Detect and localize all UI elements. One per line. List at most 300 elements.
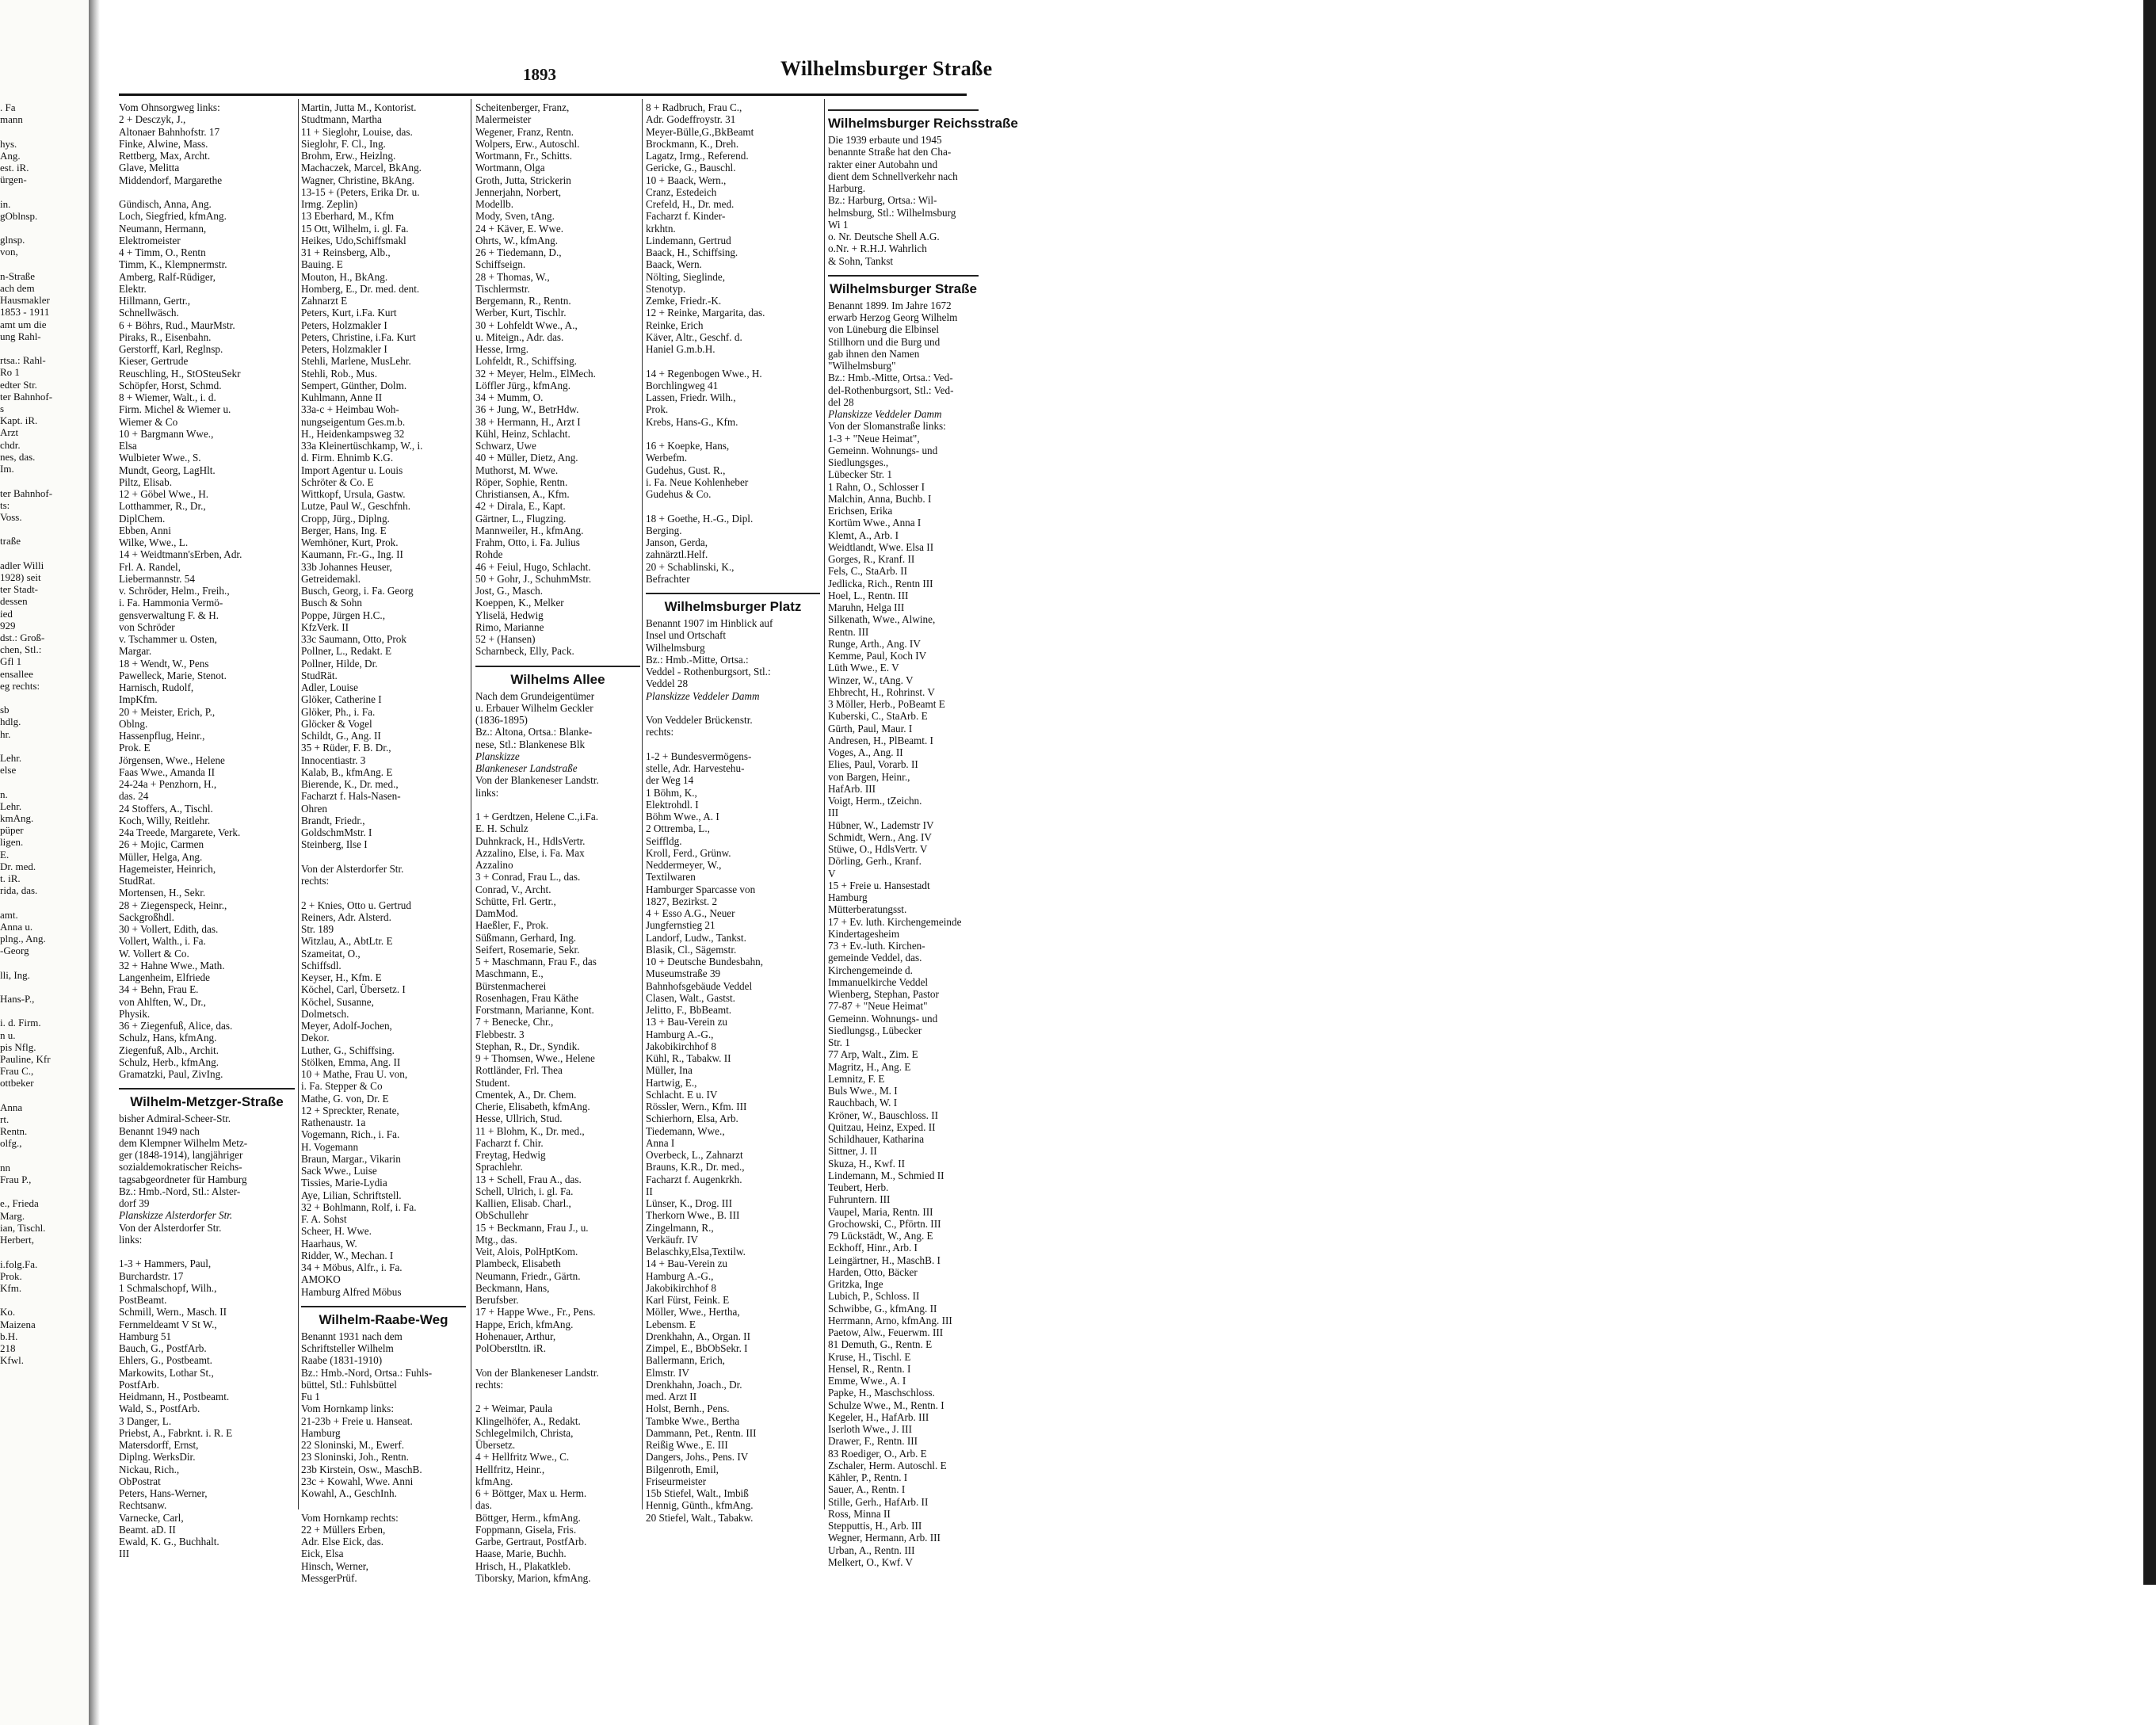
directory-line: 38 + Hermann, H., Arzt I: [475, 415, 581, 428]
directory-line: 40 + Müller, Dietz, Ang.: [475, 452, 578, 464]
directory-line: Buls Wwe., M. I: [828, 1085, 898, 1097]
directory-line: dem Klempner Wilhelm Metz-: [119, 1136, 248, 1149]
street-heading: Wilhelmsburger Straße: [828, 275, 979, 296]
directory-line: Eick, Elsa: [301, 1548, 344, 1560]
directory-line: Heikes, Udo,Schiffsmakl: [301, 234, 406, 246]
directory-line: Weidtlandt, Wwe. Elsa II: [828, 540, 934, 553]
directory-line: Schierhorn, Elsa, Arb.: [646, 1112, 738, 1125]
directory-line: Gürth, Paul, Maur. I: [828, 722, 913, 735]
directory-line: Planskizze Veddeler Damm: [646, 689, 760, 702]
directory-line: StudRät.: [301, 669, 338, 681]
directory-line: [0, 692, 89, 704]
directory-line: Herrmann, Arno, kfmAng. III: [828, 1314, 952, 1326]
directory-line: o. Nr. Deutsche Shell A.G.: [828, 231, 940, 242]
column-2: [301, 101, 466, 1584]
directory-line: 18 + Goethe, H.-G., Dipl.: [646, 512, 754, 525]
directory-line: Elies, Paul, Vorarb. II: [828, 758, 918, 771]
directory-line: [0, 185, 89, 197]
directory-line: hr.: [0, 727, 11, 740]
directory-line: 929: [0, 619, 16, 632]
directory-line: Kfm.: [0, 1281, 22, 1294]
directory-line: Gudehus & Co.: [646, 488, 712, 500]
directory-line: 24 Stoffers, A., Tischl.: [119, 802, 213, 815]
directory-line: Kieser, Gertrude: [119, 355, 189, 368]
directory-line: Lubich, P., Schloss. II: [828, 1290, 920, 1303]
directory-line: 13 Eberhard, M., Kfm: [301, 210, 395, 223]
directory-line: links:: [475, 786, 499, 799]
directory-line: Fernmeldeamt V St W.,: [119, 1318, 217, 1330]
directory-line: Grochowski, C., Pförtn. III: [828, 1217, 941, 1230]
directory-line: 13-15 + (Peters, Erika Dr. u.: [301, 185, 420, 198]
directory-line: Benannt 1899. Im Jahre 1672: [828, 299, 952, 311]
directory-line: 1-2 + Bundesvermögens-: [646, 750, 752, 762]
directory-line: Gündisch, Anna, Ang.: [119, 198, 212, 210]
directory-line: Verkäufr. IV: [646, 1233, 698, 1246]
directory-line: gensverwaltung F. & H.: [119, 609, 219, 621]
directory-line: Hinsch, Werner,: [301, 1559, 368, 1572]
directory-line: Peters, Kurt, i.Fa. Kurt: [301, 307, 397, 319]
directory-line: Cranz, Estedeich: [646, 185, 717, 198]
directory-line: Textilwaren: [646, 871, 696, 883]
directory-line: Quitzau, Heinz, Exped. II: [828, 1120, 936, 1133]
directory-line: Böttger, Herm., kfmAng.: [475, 1511, 581, 1524]
directory-line: Seiffldg.: [646, 834, 682, 847]
directory-line: 4 + Timm, O., Rentn: [119, 246, 206, 258]
directory-line: Wegener, Franz, Rentn.: [475, 125, 574, 138]
directory-line: H. Vogemann: [301, 1140, 359, 1153]
directory-line: Marg.: [0, 1209, 25, 1222]
directory-line: Kühl, R., Tabakw. II: [646, 1052, 731, 1064]
directory-line: Rimo, Marianne: [475, 620, 544, 633]
directory-line: Fuhruntern. III: [828, 1193, 891, 1206]
directory-line: Benannt 1931 nach dem: [301, 1330, 403, 1342]
directory-line: edter Str.: [0, 378, 37, 391]
directory-line: erwarb Herzog Georg Wilhelm: [828, 311, 958, 323]
directory-line: Hamburg 51: [119, 1330, 172, 1342]
directory-line: kmAng.: [0, 811, 34, 824]
directory-line: Kröner, W., Bauschloss. II: [828, 1109, 939, 1121]
directory-line: Lagatz, Irmg., Referend.: [646, 150, 749, 162]
directory-line: Baack, Wern.: [646, 258, 702, 271]
directory-line: Str. 1: [828, 1036, 850, 1048]
directory-line: Elmstr. IV: [646, 1366, 689, 1379]
directory-line: Sauer, A., Rentn. I: [828, 1483, 906, 1496]
directory-line: Plambeck, Elisabeth: [475, 1257, 561, 1270]
directory-line: Hennig, Günth., kfmAng.: [646, 1499, 754, 1512]
directory-line: Bz.: Hmb.-Nord, Ortsa.: Fuhls-: [301, 1366, 433, 1379]
directory-line: Blankeneser Landstraße: [475, 762, 578, 774]
directory-line: 12 + Spreckter, Renate,: [301, 1104, 399, 1116]
directory-line: Wilhelmsburg: [646, 641, 705, 654]
directory-line: Von Veddeler Brückenstr.: [646, 714, 753, 726]
directory-line: Bilgenroth, Emil,: [646, 1463, 719, 1475]
directory-line: 33b Johannes Heuser,: [301, 560, 392, 573]
directory-line: Stenotyp.: [646, 282, 686, 295]
directory-line: 2 + Desczyk, J.,: [119, 113, 186, 126]
directory-line: 10 + Baack, Wern.,: [646, 174, 727, 186]
directory-line: 31 + Reinsberg, Alb.,: [301, 246, 391, 258]
directory-line: Mtg., das.: [475, 1233, 517, 1246]
directory-line: 11 + Blohm, K., Dr. med.,: [475, 1124, 585, 1137]
directory-line: else: [0, 764, 17, 777]
directory-line: t. iR.: [0, 872, 21, 884]
directory-line: 12 + Reinke, Margarita, das.: [646, 307, 765, 319]
directory-line: i. Fa. Neue Kohlenheber: [646, 475, 749, 488]
directory-line: kfmAng.: [475, 1475, 513, 1487]
directory-line: Dörling, Gerh., Kranf.: [828, 855, 922, 868]
directory-line: Wiemer & Co: [119, 415, 178, 428]
directory-line: Planskizze Alsterdorfer Str.: [119, 1209, 233, 1222]
directory-line: Mannweiler, H., kfmAng.: [475, 524, 584, 536]
directory-line: Schildt, G., Ang. II: [301, 730, 381, 742]
directory-line: ter Bahnhof-: [0, 390, 53, 403]
directory-line: [646, 500, 820, 512]
directory-line: Kortüm Wwe., Anna I: [828, 517, 922, 529]
directory-line: Steinberg, Ilse I: [301, 838, 368, 851]
page-number: 1893: [523, 65, 556, 84]
directory-line: Böhm Wwe., A. I: [646, 811, 719, 822]
directory-line: [646, 428, 820, 440]
directory-line: Wienberg, Stephan, Pastor: [828, 988, 939, 1000]
directory-line: Silkenath, Wwe., Alwine,: [828, 613, 936, 626]
directory-line: Kuhlmann, Anne II: [301, 391, 383, 403]
directory-line: 50 + Gohr, J., SchuhmMstr.: [475, 572, 592, 585]
directory-line: Tiborsky, Marion, kfmAng.: [475, 1571, 591, 1584]
directory-line: Cropp, Jürg., Diplng.: [301, 512, 390, 525]
directory-line: DiplChem.: [119, 512, 166, 525]
directory-line: dst.: Groß-: [0, 631, 45, 643]
directory-line: Käver, Altr., Geschf. d.: [646, 330, 742, 343]
directory-line: Hoel, L., Rentn. III: [828, 589, 909, 601]
directory-line: Ehbrecht, H., Rohrinst. V: [828, 685, 935, 698]
directory-line: Burchardstr. 17: [119, 1269, 184, 1282]
directory-line: n-Straße: [0, 269, 36, 282]
directory-line: Lüth Wwe., E. V: [828, 662, 899, 674]
directory-line: Kaumann, Fr.-G., Ing. II: [301, 548, 403, 561]
street-heading: Wilhelmsburger Platz: [646, 593, 820, 614]
directory-line: Schriftsteller Wilhelm: [301, 1342, 394, 1354]
directory-line: Haarhaus, W.: [301, 1237, 357, 1250]
directory-line: Krebs, Hans-G., Kfm.: [646, 415, 738, 428]
directory-line: benannte Straße hat den Cha-: [828, 146, 952, 158]
directory-line: Schöpfer, Horst, Schmd.: [119, 379, 222, 391]
directory-line: Bürstenmacherei: [475, 979, 547, 992]
directory-line: [0, 548, 89, 559]
directory-line: 10 + Mathe, Frau U. von,: [301, 1068, 408, 1080]
directory-line: 20 Stiefel, Walt., Tabakw.: [646, 1511, 754, 1524]
directory-line: [0, 896, 89, 908]
directory-line: Wi 1: [828, 218, 849, 231]
directory-line: Stehli, Marlene, MusLehr.: [301, 355, 411, 368]
directory-line: Harden, Otto, Bäcker: [828, 1265, 918, 1278]
directory-line: Zingelmann, R.,: [646, 1221, 714, 1234]
directory-line: Stüwe, O., HdlsVertr. V: [828, 843, 928, 855]
directory-line: Kroll, Ferd., Grünw.: [646, 846, 731, 859]
street-heading: Wilhelms Allee: [475, 666, 640, 687]
directory-line: Von der Alsterdorfer Str.: [119, 1221, 222, 1234]
directory-line: Raabe (1831-1910): [301, 1354, 383, 1367]
directory-line: Von der Slomanstraße links:: [828, 420, 946, 433]
directory-line: [0, 342, 89, 354]
directory-line: Vogemann, Rich., i. Fa.: [301, 1128, 400, 1141]
directory-line: Hartwig, E.,: [646, 1076, 697, 1089]
directory-line: Jakobikirchhof 8: [646, 1040, 716, 1052]
directory-line: ter Stadt-: [0, 583, 39, 596]
directory-line: Wagner, Christine, BkAng.: [301, 174, 415, 186]
directory-line: Vom Hornkamp links:: [301, 1403, 394, 1415]
directory-line: Schulz, Herb., kfmAng.: [119, 1055, 219, 1068]
directory-line: Gritzka, Inge: [828, 1278, 883, 1290]
directory-line: Siedlungsges.,: [828, 456, 889, 468]
directory-line: Busch & Sohn: [301, 597, 362, 609]
directory-line: II: [646, 1185, 653, 1197]
directory-line: Elektrohdl. I: [646, 798, 699, 811]
directory-line: Mathe, G. von, Dr. E: [301, 1092, 389, 1105]
directory-line: Befrachter: [646, 572, 690, 585]
directory-line: [119, 186, 295, 198]
directory-line: Ziegenfuß, Alb., Archit.: [119, 1044, 219, 1056]
directory-line: Hausmakler: [0, 294, 50, 307]
directory-line: Papke, H., Maschschloss.: [828, 1387, 935, 1399]
directory-line: [0, 523, 89, 535]
directory-line: Vollert, Walth., i. Fa.: [119, 935, 206, 948]
directory-line: Hamburg Alfred Möbus: [301, 1285, 402, 1298]
directory-line: Wemhöner, Kurt, Prok.: [301, 536, 399, 548]
directory-line: Zimpel, E., BbObSekr. I: [646, 1342, 748, 1354]
directory-line: Faas Wwe., Amanda II: [119, 765, 215, 778]
directory-line: [0, 1005, 89, 1017]
directory-line: Rössler, Wern., Kfm. III: [646, 1101, 747, 1112]
directory-line: Homberg, E., Dr. med. dent.: [301, 282, 420, 295]
directory-line: von Bargen, Heinr.,: [828, 770, 910, 783]
directory-line: Gramatzki, Paul, ZivIng.: [119, 1068, 223, 1080]
directory-line: H., Heidenkampsweg 32: [301, 427, 405, 440]
directory-line: Sittner, J. II: [828, 1145, 877, 1158]
directory-line: Gorges, R., Kranf. II: [828, 553, 915, 565]
directory-line: Loch, Siegfried, kfmAng.: [119, 210, 227, 223]
directory-line: Hamburg A.-G.,: [646, 1269, 714, 1282]
directory-line: Glöcker & Vogel: [301, 717, 372, 730]
directory-line: Berufsber.: [475, 1294, 519, 1306]
directory-line: Wald, S., PostfArb.: [119, 1403, 200, 1415]
directory-line: 34 + Möbus, Alfr., i. Fa.: [301, 1261, 403, 1273]
directory-line: chen, Stl.:: [0, 643, 42, 656]
directory-line: Aye, Lilian, Schriftstell.: [301, 1189, 402, 1201]
directory-line: Paetow, Alw., Feuerwm. III: [828, 1326, 944, 1338]
directory-line: rakter einer Autobahn und: [828, 158, 938, 170]
directory-line: [0, 776, 89, 788]
directory-line: 77 Arp, Walt., Zim. E: [828, 1048, 918, 1061]
directory-line: Haase, Marie, Buchh.: [475, 1548, 567, 1560]
directory-line: 6 + Böhrs, Rud., MaurMstr.: [119, 319, 235, 331]
directory-line: 12 + Göbel Wwe., H.: [119, 488, 209, 500]
directory-line: Hesse, Ullrich, Stud.: [475, 1112, 563, 1125]
directory-line: E. H. Schulz: [475, 822, 529, 835]
directory-line: Brandt, Friedr.,: [301, 814, 365, 826]
directory-line: Zschaler, Herm. Autoschl. E: [828, 1459, 947, 1471]
directory-line: von Ahlften, W., Dr.,: [119, 995, 206, 1008]
directory-line: 32 + Hahne Wwe., Math.: [119, 959, 225, 971]
directory-line: [0, 1150, 89, 1162]
directory-line: Rottländer, Frl. Thea: [475, 1064, 563, 1077]
directory-line: büttel, Stl.: Fuhlsbüttel: [301, 1378, 397, 1391]
directory-line: Muthorst, M. Wwe.: [475, 464, 559, 476]
directory-line: Fels, C., StaArb. II: [828, 565, 908, 578]
directory-line: Schmill, Wern., Masch. II: [119, 1306, 227, 1319]
directory-line: von,: [0, 246, 18, 258]
directory-line: ger (1848-1914), langjähriger: [119, 1149, 243, 1161]
directory-line: gOblnsp.: [0, 209, 38, 222]
directory-line: Clasen, Walt., Gastst.: [646, 991, 735, 1004]
directory-line: Berging.: [646, 524, 682, 536]
directory-line: Lohfeldt, R., Schiffsing.: [475, 355, 577, 368]
directory-line: rtsa.: Rahl-: [0, 354, 46, 367]
directory-line: Werbefm.: [646, 452, 688, 464]
directory-line: GoldschmMstr. I: [301, 826, 372, 838]
directory-line: DamMod.: [475, 907, 518, 919]
directory-line: Ohren: [301, 802, 327, 815]
directory-line: eg rechts:: [0, 679, 40, 692]
directory-line: Anna u.: [0, 920, 33, 933]
directory-line: ligen.: [0, 836, 24, 849]
directory-line: d. Firm. Ehnimb K.G.: [301, 452, 394, 464]
book-gutter: [89, 0, 100, 1725]
directory-line: 17 + Happe Wwe., Fr., Pens.: [475, 1306, 596, 1319]
directory-line: [301, 887, 466, 899]
directory-line: Gericke, G., Bauschl.: [646, 162, 736, 174]
directory-line: [301, 1499, 466, 1511]
directory-line: Facharzt f. Chir.: [475, 1136, 544, 1149]
directory-line: Rosenhagen, Frau Käthe: [475, 991, 579, 1004]
directory-line: Holst, Bernh., Pens.: [646, 1403, 730, 1415]
directory-line: Klemt, A., Arb. I: [828, 529, 899, 541]
directory-line: 34 + Behn, Frau E.: [119, 983, 199, 996]
directory-line: Scheitenberger, Franz,: [475, 101, 570, 113]
directory-line: del-Rothenburgsort, Stl.: Ved-: [828, 384, 954, 396]
directory-line: ürgen-: [0, 174, 27, 186]
directory-line: PostBeamt.: [119, 1294, 167, 1306]
directory-line: 79 Lückstädt, W., Ang. E: [828, 1230, 933, 1242]
directory-line: 3 + Conrad, Frau L., das.: [475, 871, 581, 883]
directory-line: [0, 475, 89, 487]
directory-line: nese, Stl.: Blankenese Blk: [475, 738, 586, 750]
directory-line: Maizena: [0, 1318, 36, 1330]
directory-line: Magritz, H., Ang. E: [828, 1060, 911, 1073]
directory-line: Peters, Holzmakler I: [301, 319, 387, 331]
directory-line: Sprachlehr.: [475, 1161, 523, 1174]
directory-line: ung Rahl-: [0, 330, 41, 342]
directory-line: Hohenauer, Arthur,: [475, 1330, 556, 1342]
directory-line: Irmg. Zeplin): [301, 198, 358, 210]
directory-line: Beamt. aD. II: [119, 1523, 176, 1536]
directory-line: Im.: [0, 463, 14, 475]
directory-line: tagsabgeordneter für Hamburg: [119, 1173, 247, 1185]
directory-line: Rentn.: [0, 1125, 28, 1138]
directory-line: Rechtsanw.: [119, 1499, 167, 1512]
directory-line: rechts:: [475, 1378, 504, 1391]
directory-line: Modellb.: [475, 198, 513, 210]
directory-line: 21-23b + Freie u. Hanseat.: [301, 1414, 413, 1427]
directory-line: Beckmann, Hans,: [475, 1281, 550, 1294]
column-3: [475, 101, 640, 1584]
directory-line: Hamburg: [828, 891, 868, 903]
directory-line: 28 + Thomas, W.,: [475, 270, 550, 283]
directory-line: Hesse, Irmg.: [475, 343, 529, 355]
directory-line: [0, 125, 89, 137]
directory-line: Hans-P.,: [0, 993, 35, 1006]
directory-line: dient dem Schnellverkehr nach: [828, 170, 958, 182]
running-title: Wilhelmsburger Straße: [780, 57, 993, 80]
directory-line: olfg.,: [0, 1137, 22, 1150]
directory-line: Veit, Alois, PolHptKom.: [475, 1246, 578, 1257]
directory-line: 18 + Wendt, W., Pens: [119, 657, 209, 670]
directory-line: Adr. Else Eick, das.: [301, 1536, 384, 1548]
directory-line: Vaupel, Maria, Rentn. III: [828, 1205, 933, 1218]
directory-line: Brauns, K.R., Dr. med.,: [646, 1161, 745, 1174]
directory-line: Ebben, Anni: [119, 524, 171, 536]
directory-line: [646, 355, 820, 367]
directory-line: Tissies, Marie-Lydia: [301, 1177, 387, 1189]
directory-line: Groth, Jutta, Strickerin: [475, 174, 571, 186]
directory-line: 81 Demuth, G., Rentn. E: [828, 1338, 933, 1351]
directory-line: [0, 1246, 89, 1257]
directory-line: Bz.: Altona, Ortsa.: Blanke-: [475, 726, 593, 738]
directory-line: [0, 956, 89, 968]
directory-line: Lutze, Paul W., Geschfnh.: [301, 500, 411, 513]
directory-line: ensallee: [0, 667, 33, 680]
directory-line: ts:: [0, 498, 10, 511]
directory-line: Getreidemakl.: [301, 572, 361, 585]
directory-line: links:: [119, 1233, 143, 1246]
directory-line: Physik.: [119, 1007, 151, 1020]
column-5: [828, 101, 1018, 1568]
directory-line: Pollner, L., Redakt. E: [301, 645, 392, 658]
directory-line: 42 + Dirala, E., Kapt.: [475, 500, 566, 513]
previous-page-text: [0, 101, 89, 1366]
directory-line: Keyser, H., Kfm. E: [301, 971, 382, 983]
directory-line: Witzlau, A., AbtLtr. E: [301, 935, 393, 948]
directory-line: Koeppen, K., Melker: [475, 597, 564, 609]
directory-line: Veddel 28: [646, 677, 689, 690]
directory-line: Seifert, Rosemarie, Sekr.: [475, 943, 580, 956]
directory-line: Stepputtis, H., Arb. III: [828, 1520, 922, 1532]
page-right-margin: [1070, 0, 1268, 1725]
directory-line: 13 + Schell, Frau A., das.: [475, 1173, 582, 1185]
directory-line: Ro 1: [0, 366, 20, 379]
directory-line: Flebbestr. 3: [475, 1028, 525, 1040]
directory-line: Rentn. III: [828, 625, 869, 638]
directory-line: Rauchbach, W. I: [828, 1097, 898, 1109]
directory-line: Elsa: [119, 440, 137, 452]
directory-line: 5 + Maschmann, Frau F., das: [475, 956, 597, 967]
directory-line: sb: [0, 704, 10, 716]
directory-line: 4 + Hellfritz Wwe., C.: [475, 1451, 570, 1464]
directory-line: Tambke Wwe., Bertha: [646, 1414, 740, 1427]
directory-line: Schell, Ulrich, i. gl. Fa.: [475, 1185, 574, 1197]
directory-line: Conrad, V., Archt.: [475, 883, 551, 895]
directory-line: Happe, Erich, kfmAng.: [475, 1318, 574, 1330]
directory-line: Diplng. WerksDir.: [119, 1451, 196, 1464]
directory-line: s: [0, 403, 5, 415]
directory-line: Röper, Sophie, Rentn.: [475, 475, 568, 488]
directory-line: Von der Blankeneser Landstr.: [475, 1366, 599, 1379]
directory-line: Bz.: Hmb.-Mitte, Ortsa.:: [646, 653, 749, 666]
directory-line: Schiffseign.: [475, 258, 526, 271]
directory-line: ter Bahnhof-: [0, 487, 53, 499]
directory-line: plng., Ang.: [0, 933, 46, 945]
directory-line: Zahnarzt E: [301, 295, 348, 307]
directory-line: Busch, Georg, i. Fa. Georg: [301, 585, 414, 597]
